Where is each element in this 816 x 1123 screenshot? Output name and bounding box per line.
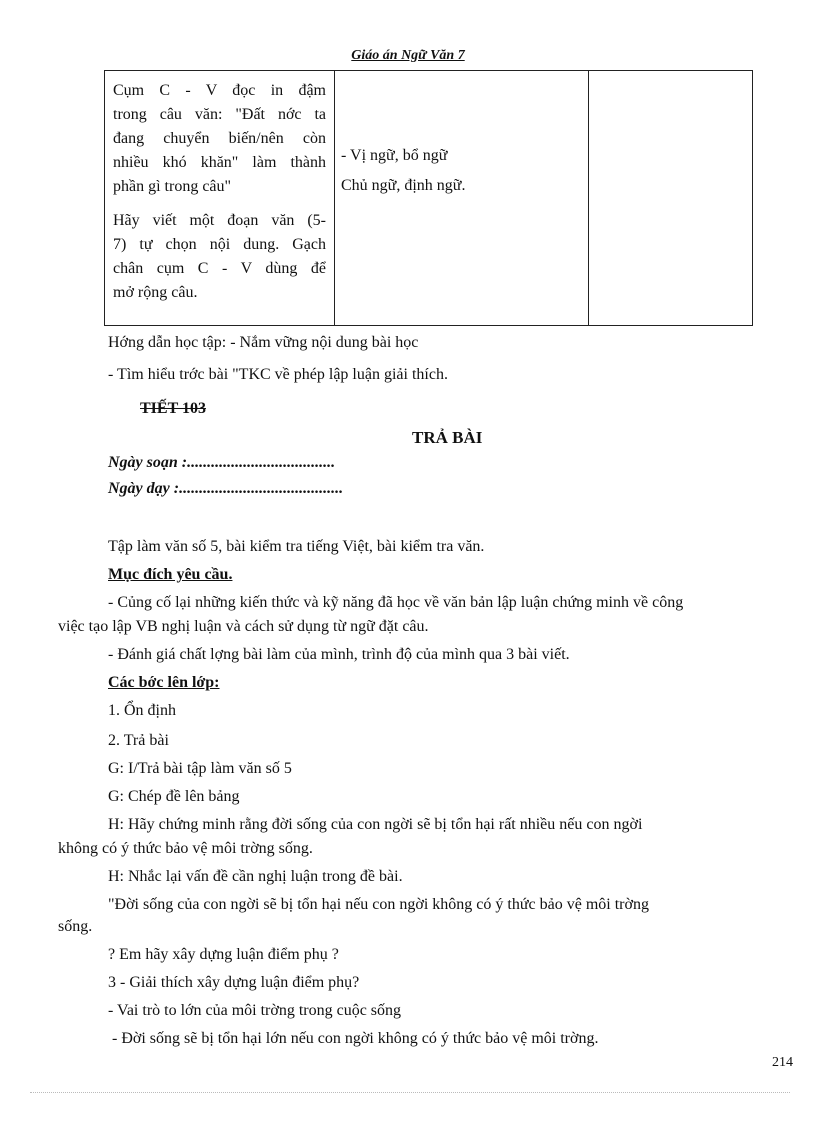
question-1-line: trong câu văn: "Đất nớc ta [113,106,326,123]
page-number: 214 [772,1055,793,1070]
purpose-line-1: - Củng cố lại những kiến thức và kỹ năng đã học về văn bản lập luận chứng minh về công [108,594,684,611]
qa-table [104,70,753,326]
question-2-line: Hãy viết một đoạn văn (5- [113,212,326,229]
question-1 [113,79,326,199]
teacher-line-1: G: I/Trả bài tập làm văn số 5 [108,760,292,777]
question-2-line: chân cụm C - V dùng để [113,260,326,277]
question-2-line: 7) tự chọn nội dung. Gạch [113,236,326,253]
page-header-title: Giáo án Ngữ Văn 7 [351,48,465,63]
point-line-2: - Đời sống sẽ bị tổn hại lớn nếu con ngời không có ý thức bảo vệ môi trờng. [112,1030,599,1047]
empty-cell [589,71,753,326]
answer-2: Chủ ngữ, định ngữ. [341,177,466,194]
question-line-1: ? Em hãy xây dựng luận điểm phụ ? [108,946,339,963]
question-1-line: nhiều khó khăn" làm thành [113,154,326,171]
lesson-title: TRẢ BÀI [412,428,483,447]
date-taught: Ngày dạy :......................................... [108,480,344,497]
student-line-1: H: Hãy chứng minh rằng đời sống của con ngời sẽ bị tổn hại rất nhiều nếu con ngời [108,816,643,833]
student-line-2: H: Nhắc lại vấn đề cần nghị luận trong đề bài. [108,868,403,885]
teacher-line-2: G: Chép đề lên bảng [108,788,240,805]
lesson-number: TIẾT 103 [140,400,206,417]
question-cell [105,71,335,326]
table-row [105,71,753,326]
quote-line: "Đời sống của con ngời sẽ bị tổn hại nếu con ngời không có ý thức bảo vệ môi trờng [108,896,649,913]
step-1: 1. Ổn định [108,702,176,719]
student-line-1-cont: không có ý thức bảo vệ môi trờng sống. [58,840,313,857]
answer-1: - Vị ngữ, bổ ngữ [341,147,448,164]
answer-cell [335,71,589,326]
purpose-line-1-cont: việc tạo lập VB nghị luận và cách sử dụng từ ngữ đặt câu. [58,618,429,635]
section-heading-purpose: Mục đích yêu cầu. [108,566,233,583]
question-1-line: Cụm C - V đọc in đậm [113,82,326,99]
date-prepared: Ngày soạn :..................................... [108,454,336,471]
question-1-line: phần gì trong câu" [113,178,232,195]
guide-line-2: - Tìm hiểu trớc bài "TKC về phép lập luận giải thích. [108,366,448,383]
section-heading-steps: Các bớc lên lớp: [108,674,220,691]
question-2-line: mở rộng câu. [113,284,198,301]
question-1-line: đang chuyển biến/nên còn [113,130,326,147]
guide-line-1: Hớng dẫn học tập: - Nắm vững nội dung bài học [108,334,419,351]
footer-divider [30,1092,790,1093]
question-2 [113,209,326,305]
question-line-2: 3 - Giải thích xây dựng luận điểm phụ? [108,974,360,991]
step-2: 2. Trả bài [108,732,169,749]
intro-line: Tập làm văn số 5, bài kiểm tra tiếng Việt, bài kiểm tra văn. [108,538,485,555]
quote-line-cont: sống. [58,918,93,935]
point-line-1: - Vai trò to lớn của môi trờng trong cuộc sống [108,1002,402,1019]
purpose-line-2: - Đánh giá chất lợng bài làm của mình, trình độ của mình qua 3 bài viết. [108,646,570,663]
